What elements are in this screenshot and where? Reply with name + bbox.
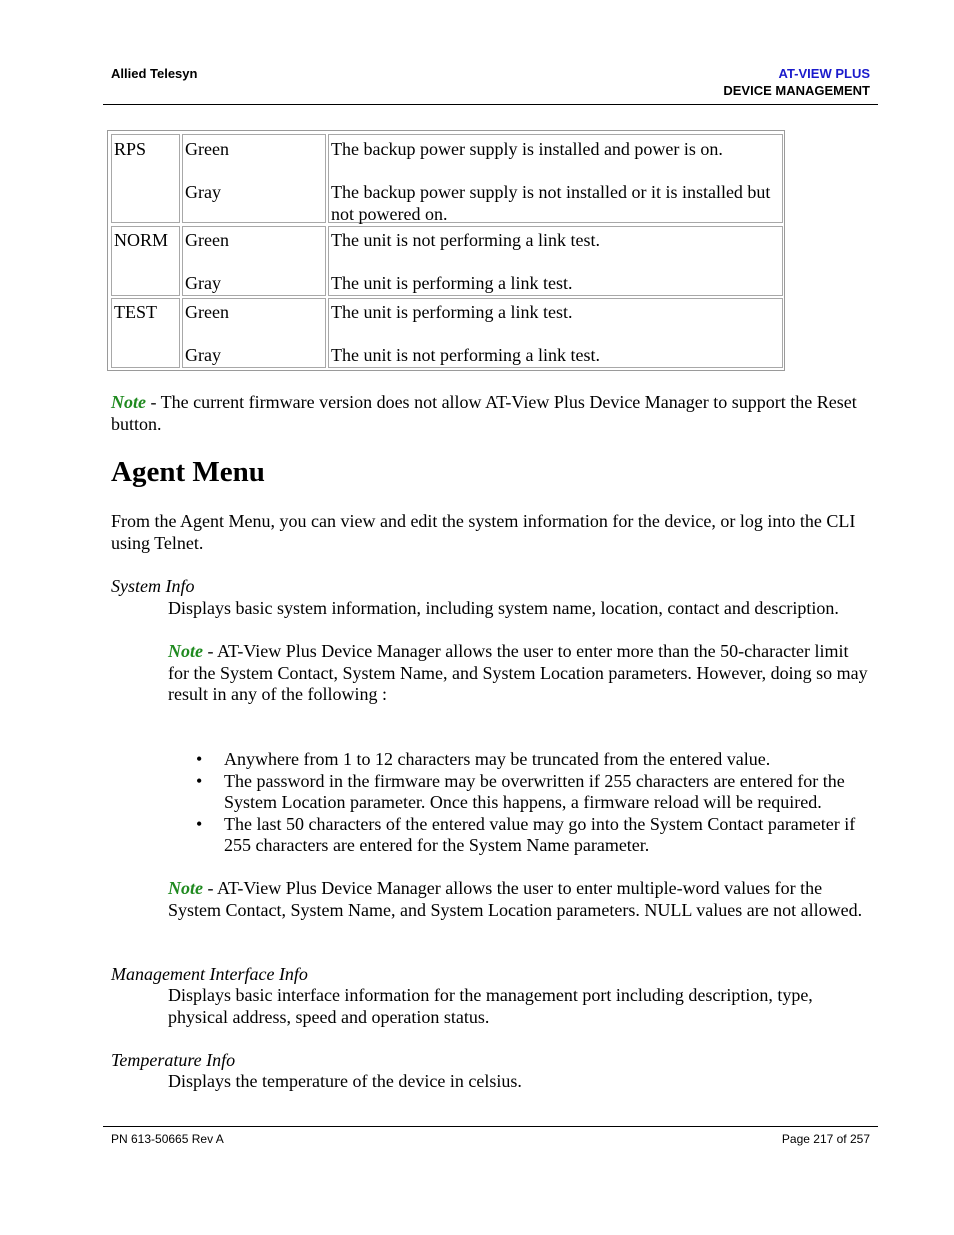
list-item: [168, 749, 878, 771]
header-company: Allied Telesyn: [111, 66, 198, 81]
header-section: DEVICE MANAGEMENT: [723, 83, 870, 98]
intro-paragraph: From the Agent Menu, you can view and edit the system information for the device, or log into the CLI using Telnet.: [111, 511, 856, 553]
truncation-list: [168, 749, 878, 857]
system-info-note: [168, 641, 868, 706]
mgmt-info-title: Management Interface Info: [111, 964, 308, 984]
header-rule: [103, 104, 878, 105]
table-cell-color: [182, 226, 326, 296]
led-description: The unit is performing a link test.: [331, 302, 573, 322]
note-label: Note: [168, 641, 203, 661]
table-cell-description: [328, 226, 783, 296]
led-color: Green: [185, 139, 229, 159]
led-color: Gray: [185, 182, 221, 202]
bullet-icon: •: [196, 813, 203, 834]
section-heading: Agent Menu: [111, 456, 265, 488]
bullet-icon: •: [196, 770, 203, 791]
table-cell-led: [111, 226, 180, 296]
list-item-text: The last 50 characters of the entered value may go into the System Contact parameter if 255 characters are entered for the System Name parameter.: [224, 813, 856, 855]
led-name: RPS: [114, 139, 147, 159]
temp-info-title: Temperature Info: [111, 1050, 236, 1070]
table-cell-led: [111, 134, 180, 223]
bullet-icon: •: [196, 749, 203, 769]
footer-rule: [103, 1126, 878, 1127]
list-item-text: Anywhere from 1 to 12 characters may be truncated from the entered value.: [224, 749, 771, 769]
led-description: The backup power supply is not installed or it is installed but not powered on.: [331, 182, 771, 224]
note-label: Note: [111, 392, 146, 412]
note-text: - AT-View Plus Device Manager allows the user to enter more than the 50-character limit for the System Contact, System Name, and System Location parameters. However, doing so may result in any of the following :: [168, 641, 868, 704]
led-name: TEST: [114, 302, 157, 322]
led-table: [107, 130, 785, 371]
note-text: - The current firmware version does not allow AT-View Plus Device Manager to support the Reset button.: [111, 392, 857, 434]
led-color: Gray: [185, 273, 221, 293]
table-cell-color: [182, 134, 326, 223]
note-text: - AT-View Plus Device Manager allows the user to enter multiple-word values for the System Contact, System Name, and System Location parameters. NULL values are not allowed.: [168, 878, 863, 920]
table-cell-color: [182, 298, 326, 368]
list-item: [168, 771, 878, 814]
header-product: AT-VIEW PLUS: [778, 66, 870, 81]
led-description: The unit is not performing a link test.: [331, 345, 600, 365]
table-cell-led: [111, 298, 180, 368]
note-reset-button: [111, 392, 871, 435]
system-info-title: System Info: [111, 576, 195, 596]
led-name: NORM: [114, 230, 169, 250]
led-description: The backup power supply is installed and power is on.: [331, 139, 723, 159]
list-item: [168, 814, 878, 857]
system-info-note-2: [168, 878, 868, 921]
led-color: Green: [185, 302, 229, 322]
table-cell-description: [328, 134, 783, 223]
list-item-text: The password in the firmware may be overwritten if 255 characters are entered for the System Location parameter. Once this happens, a firmware reload will be required.: [224, 770, 845, 812]
footer-part-number: PN 613-50665 Rev A: [111, 1132, 224, 1146]
led-description: The unit is performing a link test.: [331, 273, 573, 293]
led-color: Green: [185, 230, 229, 250]
system-info-desc: Displays basic system information, including system name, location, contact and description.: [168, 598, 839, 618]
note-label: Note: [168, 878, 203, 898]
mgmt-info-desc: Displays basic interface information for the management port including description, type, physical address, speed and operation status.: [168, 985, 813, 1027]
led-description: The unit is not performing a link test.: [331, 230, 600, 250]
led-color: Gray: [185, 345, 221, 365]
footer-page-number: Page 217 of 257: [781, 1132, 870, 1146]
table-cell-description: [328, 298, 783, 368]
temp-info-desc: Displays the temperature of the device in celsius.: [168, 1071, 522, 1091]
